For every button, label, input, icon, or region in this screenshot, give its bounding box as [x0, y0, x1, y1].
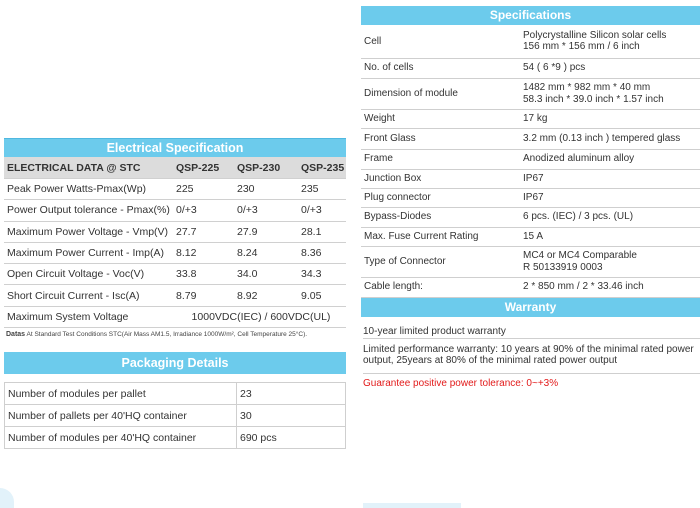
table-row — [4, 200, 346, 221]
spec-key: Dimension of module — [361, 78, 520, 109]
spec-value — [520, 78, 700, 109]
row-label: Power Output tolerance - Pmax(%) — [4, 200, 173, 221]
spec-value: 17 kg — [520, 109, 700, 128]
table-row — [4, 306, 346, 327]
row-value: 34.0 — [234, 264, 298, 285]
row-label: Maximum Power Voltage - Vmp(V) — [4, 221, 173, 242]
table-row — [361, 207, 700, 227]
spec-key: No. of cells — [361, 58, 520, 78]
spec-value-line: Polycrystalline Silicon solar cells — [523, 29, 667, 41]
spec-value: 54 ( 6 *9 ) pcs — [520, 58, 700, 78]
spec-key: Junction Box — [361, 169, 520, 188]
row-value: 0/+3 — [298, 200, 346, 221]
spec-value-line: R 50133919 0003 — [523, 261, 603, 273]
row-label: Number of modules per 40'HQ container — [5, 427, 237, 449]
spec-value — [520, 25, 700, 58]
spec-value: IP67 — [520, 188, 700, 207]
spec-key: Max. Fuse Current Rating — [361, 227, 520, 246]
spec-key: Weight — [361, 109, 520, 128]
packaging-details-title: Packaging Details — [4, 352, 346, 374]
table-row — [5, 405, 346, 427]
stc-note-bold: Datas — [6, 331, 26, 339]
spec-value-line: MC4 or MC4 Comparable — [523, 250, 637, 261]
row-label: Peak Power Watts-Pmax(Wp) — [4, 179, 173, 200]
table-row — [4, 179, 346, 200]
table-row — [361, 58, 700, 78]
table-row — [4, 221, 346, 242]
row-label: Short Circuit Current - Isc(A) — [4, 285, 173, 306]
table-row — [361, 128, 700, 149]
spec-value-line: 58.3 inch * 39.0 inch * 1.57 inch — [523, 93, 664, 105]
row-value: 8.12 — [173, 242, 234, 263]
spec-value: 2 * 850 mm / 2 * 33.46 inch — [520, 277, 700, 297]
table-row — [361, 246, 700, 277]
electrical-table — [4, 157, 346, 328]
warranty-performance: Limited performance warranty: 10 years at 90% of the minimal rated power output, 25years at 80% of the minimal rated power output — [363, 339, 700, 374]
table-row — [361, 78, 700, 109]
row-label: Maximum Power Current - Imp(A) — [4, 242, 173, 263]
stc-note — [4, 328, 346, 343]
packaging-table — [4, 382, 346, 449]
spec-key: Frame — [361, 149, 520, 169]
header-cell: QSP-230 — [234, 157, 298, 179]
row-value: 225 — [173, 179, 234, 200]
spec-value — [520, 246, 700, 277]
spec-value: 15 A — [520, 227, 700, 246]
row-label: Maximum System Voltage — [4, 306, 173, 327]
row-value: 8.24 — [234, 242, 298, 263]
spec-key: Type of Connector — [361, 246, 520, 277]
spec-value: IP67 — [520, 169, 700, 188]
row-value: 28.1 — [298, 221, 346, 242]
spec-key: Plug connector — [361, 188, 520, 207]
warranty-title: Warranty — [361, 298, 700, 317]
spec-key: Cable length: — [361, 277, 520, 297]
table-row — [4, 264, 346, 285]
row-value: 23 — [237, 383, 346, 405]
decorative-swoosh — [0, 488, 14, 508]
row-value: 230 — [234, 179, 298, 200]
warranty-tolerance: Guarantee positive power tolerance: 0~+3% — [363, 377, 559, 389]
spec-key: Front Glass — [361, 128, 520, 149]
electrical-header-row — [4, 157, 346, 179]
electrical-specification-title: Electrical Specification — [4, 138, 346, 157]
specifications-title: Specifications — [361, 6, 700, 25]
table-row — [361, 25, 700, 58]
row-value: 235 — [298, 179, 346, 200]
row-label: Number of modules per pallet — [5, 383, 237, 405]
packaging-details-section — [4, 352, 346, 449]
row-value: 34.3 — [298, 264, 346, 285]
table-row — [361, 188, 700, 207]
specifications-table — [361, 25, 700, 298]
row-value: 27.9 — [234, 221, 298, 242]
row-value: 33.8 — [173, 264, 234, 285]
row-value: 8.36 — [298, 242, 346, 263]
table-row — [361, 277, 700, 297]
row-value: 0/+3 — [173, 200, 234, 221]
warranty-product: 10-year limited product warranty — [363, 317, 700, 339]
specifications-section — [361, 6, 700, 389]
table-row — [361, 227, 700, 246]
header-cell: ELECTRICAL DATA @ STC — [4, 157, 173, 179]
spec-value-line: 1482 mm * 982 mm * 40 mm — [523, 82, 651, 93]
spec-key: Bypass-Diodes — [361, 207, 520, 227]
row-label: Number of pallets per 40'HQ container — [5, 405, 237, 427]
row-value: 690 pcs — [237, 427, 346, 449]
table-row — [4, 242, 346, 263]
warranty-section — [361, 317, 700, 390]
row-value: 8.92 — [234, 285, 298, 306]
spec-value-line: 156 mm * 156 mm / 6 inch — [523, 41, 640, 53]
decorative-swoosh — [363, 503, 461, 508]
spec-value: Anodized aluminum alloy — [520, 149, 700, 169]
table-row — [5, 383, 346, 405]
table-row — [4, 285, 346, 306]
spec-value: 6 pcs. (IEC) / 3 pcs. (UL) — [520, 207, 700, 227]
table-row — [5, 427, 346, 449]
row-value: 8.79 — [173, 285, 234, 306]
table-row — [361, 149, 700, 169]
spec-value: 3.2 mm (0.13 inch ) tempered glass — [520, 128, 700, 149]
system-voltage-value: 1000VDC(IEC) / 600VDC(UL) — [173, 306, 346, 327]
row-value: 0/+3 — [234, 200, 298, 221]
electrical-specification-section — [4, 138, 346, 343]
header-cell: QSP-235 — [298, 157, 346, 179]
header-cell: QSP-225 — [173, 157, 234, 179]
row-label: Open Circuit Voltage - Voc(V) — [4, 264, 173, 285]
row-value: 9.05 — [298, 285, 346, 306]
spec-key: Cell — [361, 25, 520, 58]
table-row — [361, 109, 700, 128]
row-value: 30 — [237, 405, 346, 427]
row-value: 27.7 — [173, 221, 234, 242]
table-row — [361, 169, 700, 188]
stc-note-text: At Standard Test Conditions STC(Air Mass AM1.5, Irradiance 1000W/m², Cell Temperature 25°C). — [25, 331, 308, 339]
